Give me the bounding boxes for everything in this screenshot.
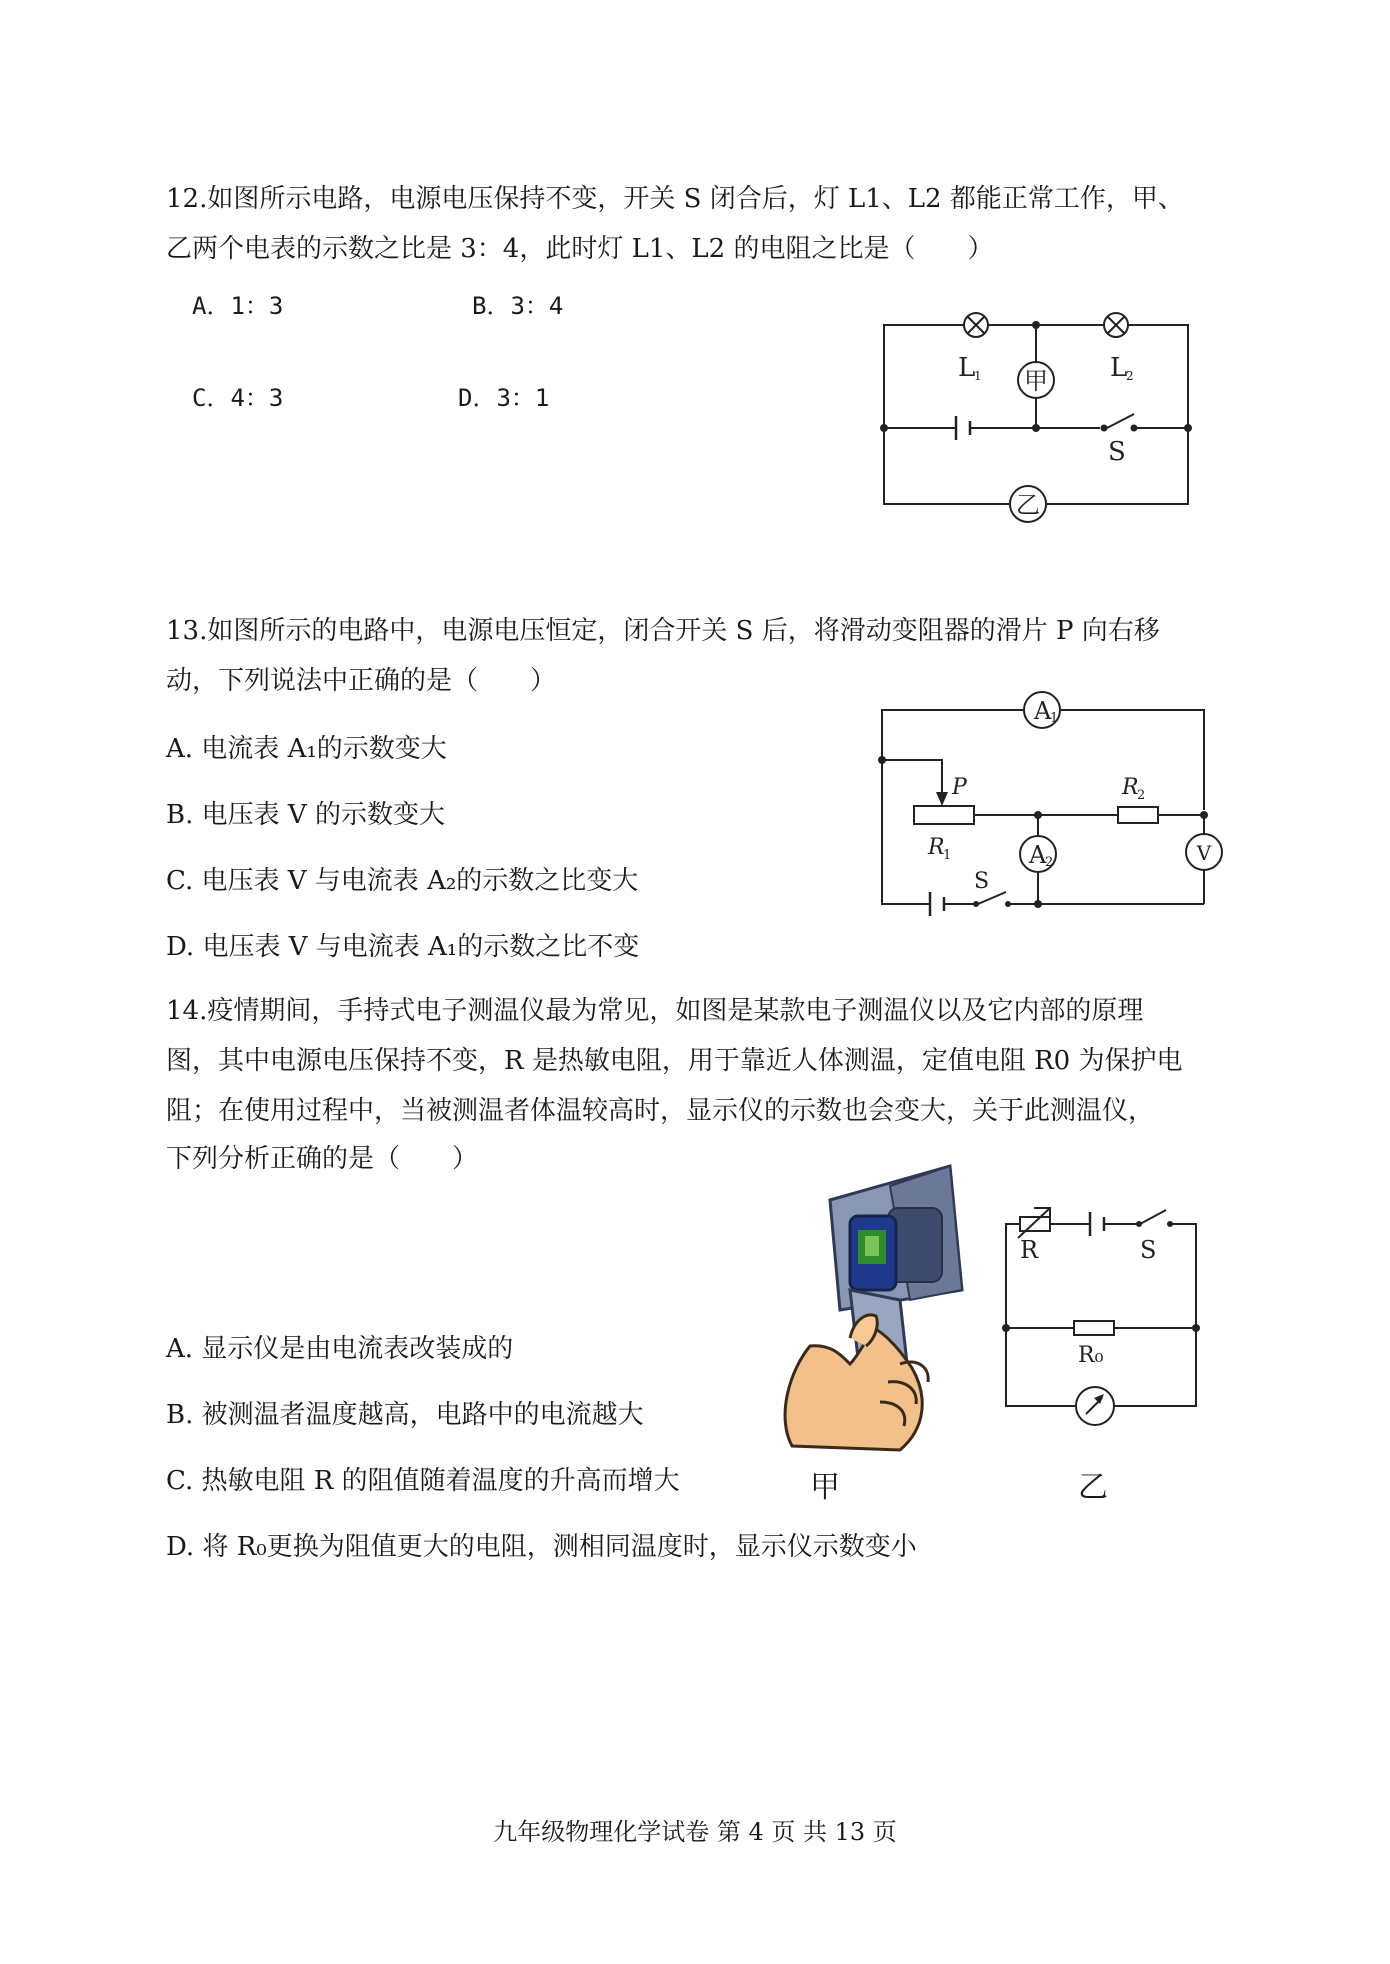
q14-option-b: B. 被测温者温度越高，电路中的电流越大 — [166, 1400, 644, 1430]
page-footer: 九年级物理化学试卷 第 4 页 共 13 页 — [493, 1818, 897, 1846]
lamp-l2-icon — [1104, 313, 1128, 337]
q14-line-2: 图，其中电源电压保持不变，R 是热敏电阻，用于靠近人体测温，定值电阻 R0 为保护电 — [166, 1046, 1183, 1076]
q12-option-b: B．3：4 — [472, 292, 564, 320]
slider-arrow-icon — [936, 792, 948, 806]
lamp-l2-sub: 2 — [1126, 369, 1134, 383]
q13-option-c: C. 电压表 V 与电流表 A₂的示数之比变大 — [166, 866, 639, 896]
q14-option-c: C. 热敏电阻 R 的阻值随着温度的升高而增大 — [166, 1466, 680, 1496]
lamp-l2-label: L — [1110, 353, 1128, 383]
resistor-r2-sub: 2 — [1137, 788, 1146, 803]
resistor-r1 — [914, 806, 974, 824]
caption-jia: 甲 — [810, 1470, 840, 1505]
resistor-r0-label: R₀ — [1078, 1343, 1104, 1368]
caption-yi: 乙 — [1078, 1470, 1108, 1505]
ammeter-a1-sub: 1 — [1050, 711, 1059, 726]
switch-s-label: S — [974, 869, 990, 894]
q13-option-a: A. 电流表 A₁的示数变大 — [166, 734, 447, 764]
q12-circuit-diagram — [870, 300, 1210, 540]
thermometer-illustration — [770, 1160, 970, 1450]
q12-line-2: 乙两个电表的示数之比是 3：4，此时灯 L1、L2 的电阻之比是（ ） — [166, 234, 994, 264]
ammeter-a1-label: A — [1034, 697, 1052, 725]
thermistor-r — [1020, 1217, 1050, 1231]
lamp-l1-label: L — [958, 353, 976, 383]
switch-s-label: S — [1140, 1236, 1157, 1264]
meter-yi-label: 乙 — [1016, 491, 1040, 519]
q12-option-c: C．4：3 — [192, 384, 284, 412]
resistor-r2-label: R — [1122, 775, 1139, 800]
q14-line-1: 14.疫情期间，手持式电子测温仪最为常见，如图是某款电子测温仪以及它内部的原理 — [166, 996, 1144, 1026]
q13-line-1: 13.如图所示的电路中，电源电压恒定，闭合开关 S 后，将滑动变阻器的滑片 P 向右移 — [166, 616, 1160, 646]
thermistor-r-label: R — [1020, 1236, 1039, 1264]
resistor-r0 — [1074, 1321, 1114, 1335]
voltmeter-v-label: V — [1196, 841, 1212, 865]
resistor-r2 — [1118, 807, 1158, 823]
q13-line-2: 动，下列说法中正确的是（ ） — [166, 666, 557, 696]
lamp-l1-icon — [964, 313, 988, 337]
resistor-r1-label: R — [928, 835, 945, 860]
q12-option-a: A．1：3 — [192, 292, 284, 320]
q13-option-b: B. 电压表 V 的示数变大 — [166, 800, 445, 830]
slider-p-label: P — [952, 775, 967, 800]
q14-option-d: D. 将 R₀更换为阻值更大的电阻，测相同温度时，显示仪示数变小 — [166, 1532, 917, 1562]
ammeter-a2-sub: 2 — [1045, 855, 1054, 870]
meter-jia-label: 甲 — [1024, 367, 1048, 395]
q12-option-d: D．3：1 — [458, 384, 550, 412]
q12-line-1: 12.如图所示电路，电源电压保持不变，开关 S 闭合后，灯 L1、L2 都能正常工作，甲、 — [166, 184, 1184, 214]
q14-line-4: 下列分析正确的是（ ） — [166, 1144, 479, 1174]
resistor-r1-sub: 1 — [943, 848, 952, 863]
ammeter-a2-label: A — [1029, 841, 1047, 869]
switch-s-label: S — [1108, 437, 1126, 467]
q14-line-3: 阻；在使用过程中，当被测温者体温较高时，显示仪的示数也会变大，关于此测温仪， — [166, 1096, 1155, 1126]
q13-option-d: D. 电压表 V 与电流表 A₁的示数之比不变 — [166, 932, 640, 962]
q14-circuit-diagram — [990, 1200, 1220, 1430]
q14-option-a: A. 显示仪是由电流表改装成的 — [166, 1334, 514, 1364]
q13-circuit-diagram — [870, 680, 1220, 930]
lamp-l1-sub: 1 — [974, 369, 982, 383]
